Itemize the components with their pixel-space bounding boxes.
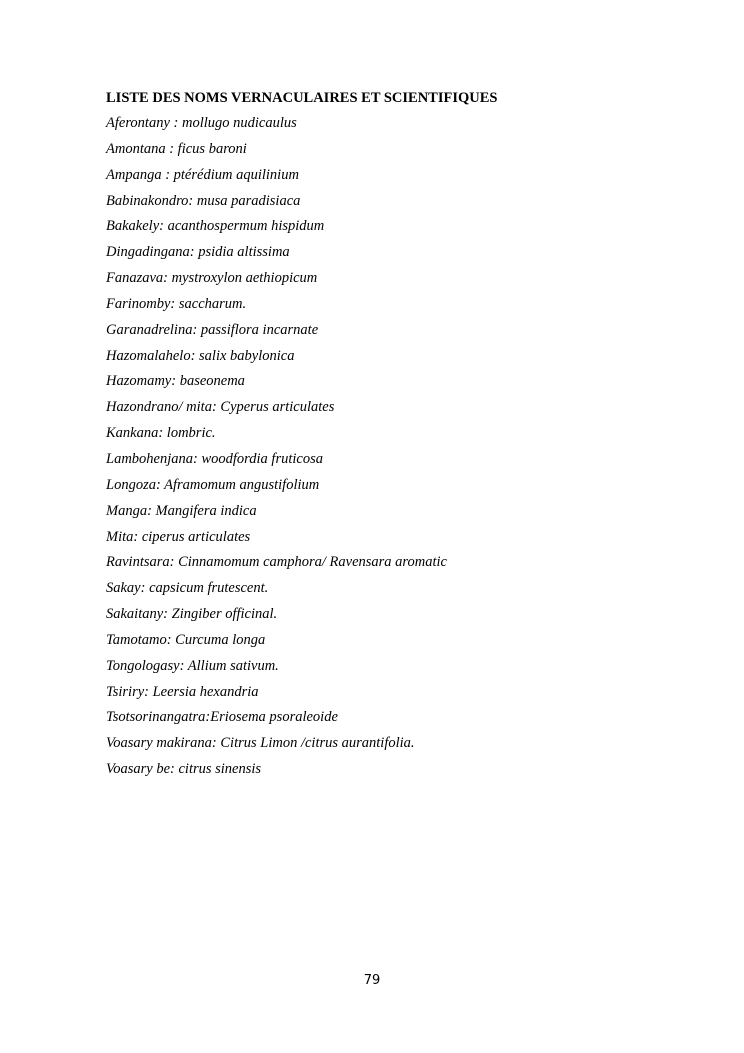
list-item: Hazomalahelo: salix babylonica bbox=[106, 347, 295, 364]
list-item: Sakay: capsicum frutescent. bbox=[106, 580, 269, 597]
list-item: Voasary be: citrus sinensis bbox=[106, 761, 262, 778]
list-item: Tsotsorinangatra:Eriosema psoraleoide bbox=[106, 709, 338, 726]
list-item: Sakaitany: Zingiber officinal. bbox=[106, 606, 278, 623]
page-number: 79 bbox=[363, 973, 381, 988]
list-item: Kankana: lombric. bbox=[106, 425, 216, 442]
list-item: Ampanga : ptérédium aquilinium bbox=[106, 166, 299, 183]
list-item: Tamotamo: Curcuma longa bbox=[106, 631, 266, 648]
list-item: Lambohenjana: woodfordia fruticosa bbox=[106, 450, 323, 467]
list-item: Longoza: Aframomum angustifolium bbox=[106, 476, 320, 493]
list-item: Fanazava: mystroxylon aethiopicum bbox=[106, 270, 318, 287]
list-item: Babinakondro: musa paradisiaca bbox=[106, 192, 301, 209]
list-item: Ravintsara: Cinnamomum camphora/ Ravensara aromatic bbox=[106, 554, 447, 571]
list-item: Hazomamy: baseonema bbox=[106, 373, 245, 390]
list-item: Farinomby: saccharum. bbox=[106, 295, 247, 312]
list-item: Bakakely: acanthospermum hispidum bbox=[106, 218, 325, 235]
page-title: LISTE DES NOMS VERNACULAIRES ET SCIENTIFIQUES bbox=[106, 90, 498, 106]
list-item: Hazondrano/ mita: Cyperus articulates bbox=[106, 399, 335, 416]
list-item: Dingadingana: psidia altissima bbox=[106, 244, 290, 261]
list-item: Manga: Mangifera indica bbox=[106, 502, 257, 519]
list-item: Garanadrelina: passiflora incarnate bbox=[106, 321, 319, 338]
list-item: Aferontany : mollugo nudicaulus bbox=[106, 115, 297, 131]
species-list bbox=[106, 114, 447, 786]
list-item: Mita: ciperus articulates bbox=[106, 528, 251, 545]
list-item: Tongologasy: Allium sativum. bbox=[106, 657, 279, 674]
list-item: Voasary makirana: Citrus Limon /citrus aurantifolia. bbox=[106, 735, 415, 752]
list-item: Tsiriry: Leersia hexandria bbox=[106, 683, 259, 700]
list-item: Amontana : ficus baroni bbox=[106, 140, 247, 157]
